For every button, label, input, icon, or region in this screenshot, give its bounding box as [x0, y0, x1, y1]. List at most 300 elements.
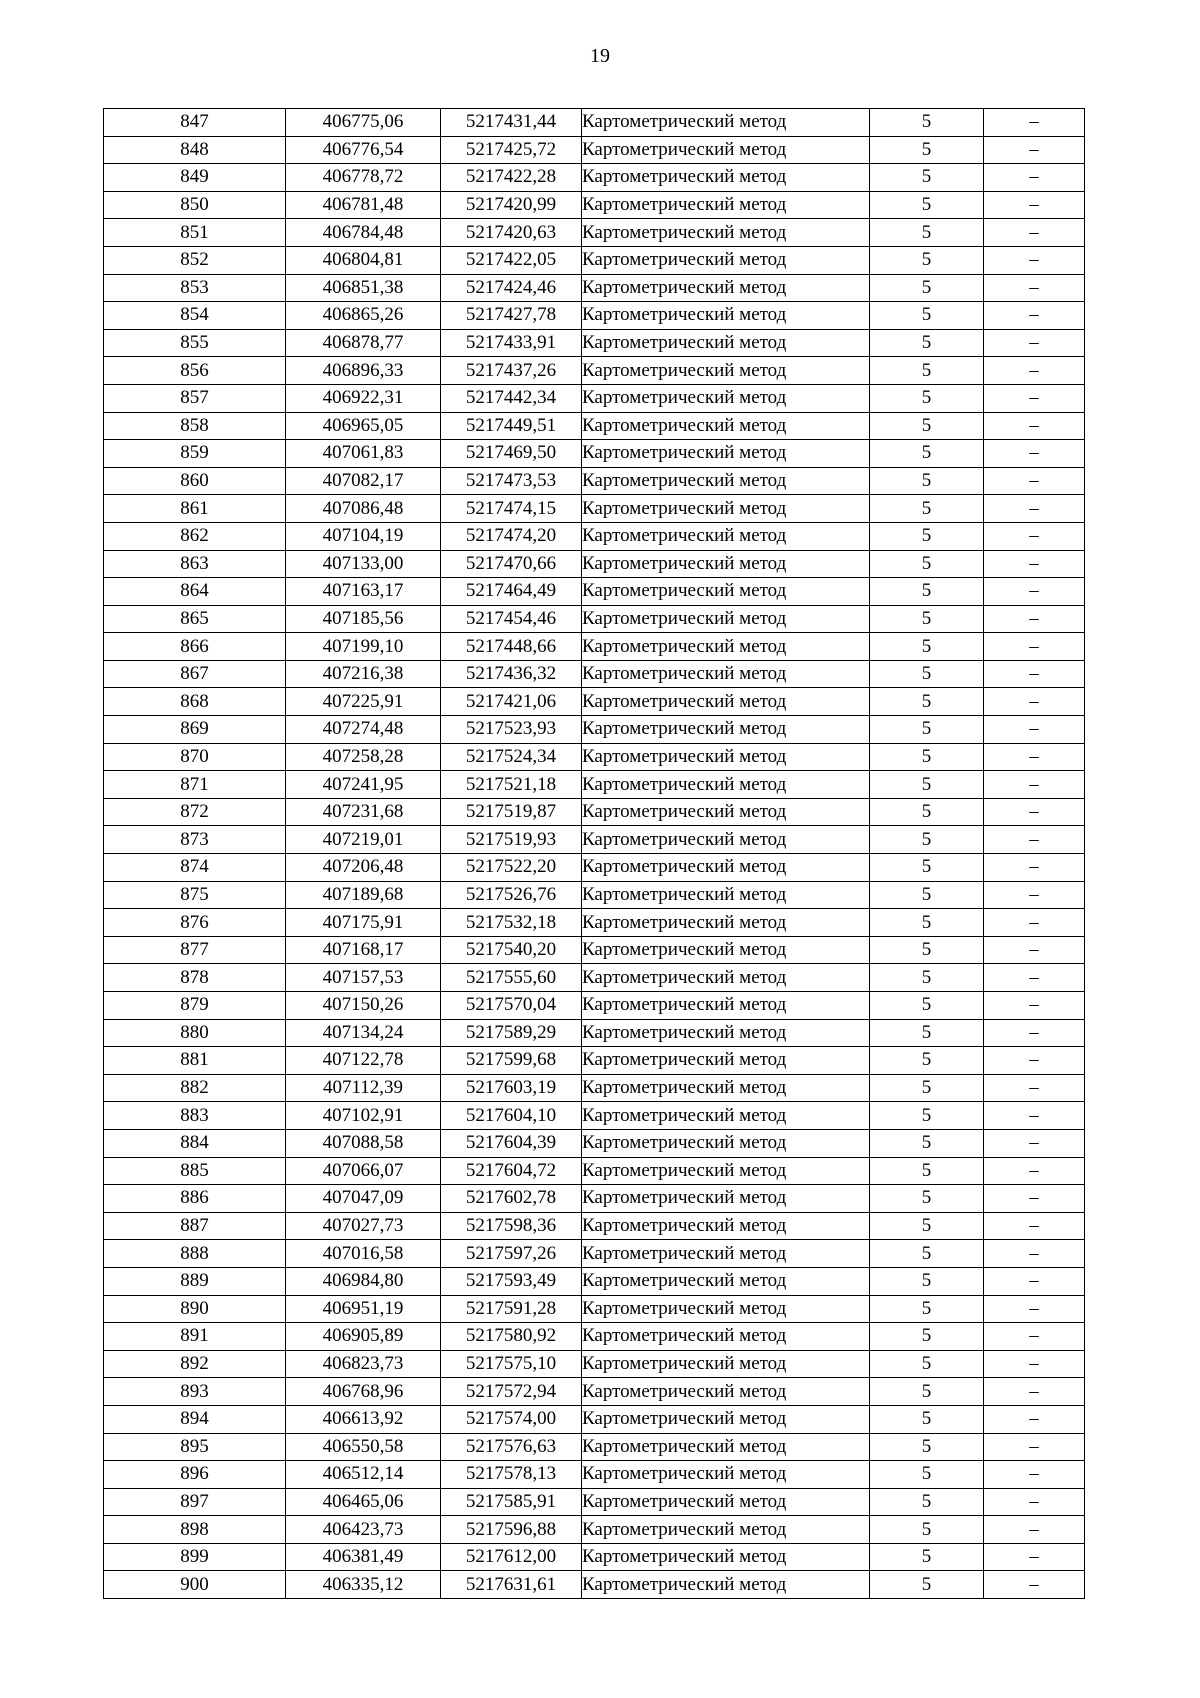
- x-coordinate-cell: 407082,17: [286, 467, 441, 495]
- point-number-cell: 860: [104, 467, 286, 495]
- point-number-cell: 855: [104, 329, 286, 357]
- point-number-cell: 853: [104, 274, 286, 302]
- point-number-cell: 899: [104, 1543, 286, 1571]
- note-cell: –: [984, 716, 1085, 744]
- y-coordinate-cell: 5217603,19: [441, 1074, 582, 1102]
- x-coordinate-cell: 407219,01: [286, 826, 441, 854]
- point-number-cell: 891: [104, 1323, 286, 1351]
- table-row: [104, 854, 1085, 882]
- precision-cell: 5: [870, 854, 984, 882]
- x-coordinate-cell: 406465,06: [286, 1488, 441, 1516]
- precision-cell: 5: [870, 771, 984, 799]
- note-cell: –: [984, 1571, 1085, 1599]
- point-number-cell: 873: [104, 826, 286, 854]
- point-number-cell: 878: [104, 964, 286, 992]
- method-cell: Картометрический метод: [582, 826, 870, 854]
- note-cell: –: [984, 1350, 1085, 1378]
- method-cell: Картометрический метод: [582, 440, 870, 468]
- note-cell: –: [984, 1185, 1085, 1213]
- method-cell: Картометрический метод: [582, 1405, 870, 1433]
- y-coordinate-cell: 5217427,78: [441, 302, 582, 330]
- table-row: [104, 716, 1085, 744]
- point-number-cell: 897: [104, 1488, 286, 1516]
- y-coordinate-cell: 5217526,76: [441, 881, 582, 909]
- point-number-cell: 869: [104, 716, 286, 744]
- note-cell: –: [984, 302, 1085, 330]
- note-cell: –: [984, 274, 1085, 302]
- x-coordinate-cell: 407157,53: [286, 964, 441, 992]
- precision-cell: 5: [870, 1185, 984, 1213]
- x-coordinate-cell: 407163,17: [286, 578, 441, 606]
- y-coordinate-cell: 5217580,92: [441, 1323, 582, 1351]
- precision-cell: 5: [870, 826, 984, 854]
- table-row: [104, 633, 1085, 661]
- y-coordinate-cell: 5217420,63: [441, 219, 582, 247]
- y-coordinate-cell: 5217532,18: [441, 909, 582, 937]
- point-number-cell: 885: [104, 1157, 286, 1185]
- note-cell: –: [984, 357, 1085, 385]
- precision-cell: 5: [870, 1488, 984, 1516]
- point-number-cell: 866: [104, 633, 286, 661]
- method-cell: Картометрический метод: [582, 1185, 870, 1213]
- table-row: [104, 412, 1085, 440]
- y-coordinate-cell: 5217540,20: [441, 936, 582, 964]
- table-row: [104, 964, 1085, 992]
- x-coordinate-cell: 407175,91: [286, 909, 441, 937]
- x-coordinate-cell: 407231,68: [286, 798, 441, 826]
- table-row: [104, 1405, 1085, 1433]
- method-cell: Картометрический метод: [582, 1295, 870, 1323]
- table-row: [104, 771, 1085, 799]
- x-coordinate-cell: 407225,91: [286, 688, 441, 716]
- y-coordinate-cell: 5217555,60: [441, 964, 582, 992]
- note-cell: –: [984, 467, 1085, 495]
- point-number-cell: 892: [104, 1350, 286, 1378]
- table-row: [104, 1295, 1085, 1323]
- x-coordinate-cell: 406878,77: [286, 329, 441, 357]
- method-cell: Картометрический метод: [582, 191, 870, 219]
- point-number-cell: 890: [104, 1295, 286, 1323]
- table-row: [104, 1074, 1085, 1102]
- point-number-cell: 872: [104, 798, 286, 826]
- table-row: [104, 743, 1085, 771]
- table-row: [104, 578, 1085, 606]
- precision-cell: 5: [870, 191, 984, 219]
- note-cell: –: [984, 660, 1085, 688]
- method-cell: Картометрический метод: [582, 1102, 870, 1130]
- point-number-cell: 876: [104, 909, 286, 937]
- y-coordinate-cell: 5217523,93: [441, 716, 582, 744]
- precision-cell: 5: [870, 1571, 984, 1599]
- table-row: [104, 1157, 1085, 1185]
- precision-cell: 5: [870, 1267, 984, 1295]
- method-cell: Картометрический метод: [582, 246, 870, 274]
- x-coordinate-cell: 407258,28: [286, 743, 441, 771]
- method-cell: Картометрический метод: [582, 136, 870, 164]
- x-coordinate-cell: 407216,38: [286, 660, 441, 688]
- method-cell: Картометрический метод: [582, 854, 870, 882]
- x-coordinate-cell: 406613,92: [286, 1405, 441, 1433]
- x-coordinate-cell: 407061,83: [286, 440, 441, 468]
- x-coordinate-cell: 407102,91: [286, 1102, 441, 1130]
- note-cell: –: [984, 136, 1085, 164]
- note-cell: –: [984, 1378, 1085, 1406]
- method-cell: Картометрический метод: [582, 798, 870, 826]
- note-cell: –: [984, 1157, 1085, 1185]
- table-row: [104, 302, 1085, 330]
- point-number-cell: 870: [104, 743, 286, 771]
- method-cell: Картометрический метод: [582, 771, 870, 799]
- y-coordinate-cell: 5217570,04: [441, 992, 582, 1020]
- table-row: [104, 1212, 1085, 1240]
- table-row: [104, 1378, 1085, 1406]
- table-row: [104, 522, 1085, 550]
- table-row: [104, 909, 1085, 937]
- table-row: [104, 1488, 1085, 1516]
- x-coordinate-cell: 407088,58: [286, 1129, 441, 1157]
- precision-cell: 5: [870, 578, 984, 606]
- precision-cell: 5: [870, 1074, 984, 1102]
- x-coordinate-cell: 407104,19: [286, 522, 441, 550]
- point-number-cell: 850: [104, 191, 286, 219]
- note-cell: –: [984, 522, 1085, 550]
- page-number: 19: [590, 45, 610, 67]
- method-cell: Картометрический метод: [582, 1074, 870, 1102]
- table-row: [104, 1047, 1085, 1075]
- note-cell: –: [984, 384, 1085, 412]
- precision-cell: 5: [870, 1378, 984, 1406]
- table-row: [104, 109, 1085, 137]
- x-coordinate-cell: 407199,10: [286, 633, 441, 661]
- y-coordinate-cell: 5217454,46: [441, 605, 582, 633]
- note-cell: –: [984, 246, 1085, 274]
- table-row: [104, 688, 1085, 716]
- y-coordinate-cell: 5217576,63: [441, 1433, 582, 1461]
- x-coordinate-cell: 406851,38: [286, 274, 441, 302]
- method-cell: Картометрический метод: [582, 274, 870, 302]
- point-number-cell: 900: [104, 1571, 286, 1599]
- precision-cell: 5: [870, 1405, 984, 1433]
- x-coordinate-cell: 407189,68: [286, 881, 441, 909]
- note-cell: –: [984, 1433, 1085, 1461]
- y-coordinate-cell: 5217425,72: [441, 136, 582, 164]
- x-coordinate-cell: 407086,48: [286, 495, 441, 523]
- note-cell: –: [984, 495, 1085, 523]
- precision-cell: 5: [870, 109, 984, 137]
- precision-cell: 5: [870, 936, 984, 964]
- table-row: [104, 826, 1085, 854]
- precision-cell: 5: [870, 246, 984, 274]
- precision-cell: 5: [870, 716, 984, 744]
- note-cell: –: [984, 1516, 1085, 1544]
- note-cell: –: [984, 440, 1085, 468]
- table-body: [104, 109, 1085, 1599]
- method-cell: Картометрический метод: [582, 660, 870, 688]
- point-number-cell: 894: [104, 1405, 286, 1433]
- precision-cell: 5: [870, 1019, 984, 1047]
- x-coordinate-cell: 406778,72: [286, 164, 441, 192]
- y-coordinate-cell: 5217422,05: [441, 246, 582, 274]
- x-coordinate-cell: 407241,95: [286, 771, 441, 799]
- y-coordinate-cell: 5217470,66: [441, 550, 582, 578]
- point-number-cell: 879: [104, 992, 286, 1020]
- table-row: [104, 881, 1085, 909]
- precision-cell: 5: [870, 1212, 984, 1240]
- table-row: [104, 191, 1085, 219]
- note-cell: –: [984, 964, 1085, 992]
- x-coordinate-cell: 407027,73: [286, 1212, 441, 1240]
- point-number-cell: 881: [104, 1047, 286, 1075]
- method-cell: Картометрический метод: [582, 1516, 870, 1544]
- note-cell: –: [984, 1405, 1085, 1433]
- point-number-cell: 847: [104, 109, 286, 137]
- precision-cell: 5: [870, 1157, 984, 1185]
- table-row: [104, 1019, 1085, 1047]
- precision-cell: 5: [870, 1102, 984, 1130]
- y-coordinate-cell: 5217469,50: [441, 440, 582, 468]
- table-row: [104, 1350, 1085, 1378]
- y-coordinate-cell: 5217421,06: [441, 688, 582, 716]
- note-cell: –: [984, 992, 1085, 1020]
- table-row: [104, 1267, 1085, 1295]
- method-cell: Картометрический метод: [582, 329, 870, 357]
- note-cell: –: [984, 798, 1085, 826]
- note-cell: –: [984, 1488, 1085, 1516]
- note-cell: –: [984, 1267, 1085, 1295]
- note-cell: –: [984, 1295, 1085, 1323]
- x-coordinate-cell: 407274,48: [286, 716, 441, 744]
- note-cell: –: [984, 605, 1085, 633]
- y-coordinate-cell: 5217521,18: [441, 771, 582, 799]
- note-cell: –: [984, 191, 1085, 219]
- table-row: [104, 164, 1085, 192]
- note-cell: –: [984, 578, 1085, 606]
- x-coordinate-cell: 406922,31: [286, 384, 441, 412]
- y-coordinate-cell: 5217612,00: [441, 1543, 582, 1571]
- precision-cell: 5: [870, 412, 984, 440]
- precision-cell: 5: [870, 1240, 984, 1268]
- table-row: [104, 219, 1085, 247]
- y-coordinate-cell: 5217596,88: [441, 1516, 582, 1544]
- method-cell: Картометрический метод: [582, 302, 870, 330]
- method-cell: Картометрический метод: [582, 743, 870, 771]
- x-coordinate-cell: 406776,54: [286, 136, 441, 164]
- y-coordinate-cell: 5217474,15: [441, 495, 582, 523]
- point-number-cell: 862: [104, 522, 286, 550]
- method-cell: Картометрический метод: [582, 1129, 870, 1157]
- precision-cell: 5: [870, 329, 984, 357]
- note-cell: –: [984, 688, 1085, 716]
- y-coordinate-cell: 5217599,68: [441, 1047, 582, 1075]
- point-number-cell: 882: [104, 1074, 286, 1102]
- point-number-cell: 854: [104, 302, 286, 330]
- precision-cell: 5: [870, 660, 984, 688]
- method-cell: Картометрический метод: [582, 1543, 870, 1571]
- x-coordinate-cell: 406896,33: [286, 357, 441, 385]
- precision-cell: 5: [870, 522, 984, 550]
- y-coordinate-cell: 5217448,66: [441, 633, 582, 661]
- point-number-cell: 883: [104, 1102, 286, 1130]
- note-cell: –: [984, 550, 1085, 578]
- method-cell: Картометрический метод: [582, 1571, 870, 1599]
- method-cell: Картометрический метод: [582, 522, 870, 550]
- y-coordinate-cell: 5217424,46: [441, 274, 582, 302]
- y-coordinate-cell: 5217598,36: [441, 1212, 582, 1240]
- note-cell: –: [984, 329, 1085, 357]
- x-coordinate-cell: 406550,58: [286, 1433, 441, 1461]
- y-coordinate-cell: 5217420,99: [441, 191, 582, 219]
- table-row: [104, 495, 1085, 523]
- table-row: [104, 467, 1085, 495]
- precision-cell: 5: [870, 1323, 984, 1351]
- table-row: [104, 440, 1085, 468]
- method-cell: Картометрический метод: [582, 1378, 870, 1406]
- note-cell: –: [984, 633, 1085, 661]
- table-row: [104, 1102, 1085, 1130]
- note-cell: –: [984, 109, 1085, 137]
- precision-cell: 5: [870, 440, 984, 468]
- x-coordinate-cell: 406512,14: [286, 1461, 441, 1489]
- point-number-cell: 888: [104, 1240, 286, 1268]
- method-cell: Картометрический метод: [582, 384, 870, 412]
- note-cell: –: [984, 1102, 1085, 1130]
- precision-cell: 5: [870, 605, 984, 633]
- note-cell: –: [984, 219, 1085, 247]
- note-cell: –: [984, 1461, 1085, 1489]
- x-coordinate-cell: 407016,58: [286, 1240, 441, 1268]
- point-number-cell: 867: [104, 660, 286, 688]
- x-coordinate-cell: 406775,06: [286, 109, 441, 137]
- precision-cell: 5: [870, 1516, 984, 1544]
- precision-cell: 5: [870, 467, 984, 495]
- y-coordinate-cell: 5217431,44: [441, 109, 582, 137]
- method-cell: Картометрический метод: [582, 909, 870, 937]
- x-coordinate-cell: 406381,49: [286, 1543, 441, 1571]
- point-number-cell: 886: [104, 1185, 286, 1213]
- method-cell: Картометрический метод: [582, 578, 870, 606]
- x-coordinate-cell: 406865,26: [286, 302, 441, 330]
- x-coordinate-cell: 407150,26: [286, 992, 441, 1020]
- table-row: [104, 660, 1085, 688]
- y-coordinate-cell: 5217631,61: [441, 1571, 582, 1599]
- point-number-cell: 851: [104, 219, 286, 247]
- point-number-cell: 859: [104, 440, 286, 468]
- point-number-cell: 865: [104, 605, 286, 633]
- table-row: [104, 798, 1085, 826]
- coordinates-table: [103, 108, 1085, 1599]
- precision-cell: 5: [870, 274, 984, 302]
- point-number-cell: 884: [104, 1129, 286, 1157]
- precision-cell: 5: [870, 743, 984, 771]
- note-cell: –: [984, 1240, 1085, 1268]
- method-cell: Картометрический метод: [582, 219, 870, 247]
- point-number-cell: 887: [104, 1212, 286, 1240]
- table-row: [104, 1543, 1085, 1571]
- y-coordinate-cell: 5217585,91: [441, 1488, 582, 1516]
- precision-cell: 5: [870, 357, 984, 385]
- precision-cell: 5: [870, 633, 984, 661]
- method-cell: Картометрический метод: [582, 467, 870, 495]
- precision-cell: 5: [870, 688, 984, 716]
- method-cell: Картометрический метод: [582, 1323, 870, 1351]
- table-row: [104, 329, 1085, 357]
- y-coordinate-cell: 5217433,91: [441, 329, 582, 357]
- method-cell: Картометрический метод: [582, 1047, 870, 1075]
- precision-cell: 5: [870, 164, 984, 192]
- method-cell: Картометрический метод: [582, 688, 870, 716]
- point-number-cell: 893: [104, 1378, 286, 1406]
- method-cell: Картометрический метод: [582, 716, 870, 744]
- note-cell: –: [984, 936, 1085, 964]
- note-cell: –: [984, 743, 1085, 771]
- x-coordinate-cell: 406781,48: [286, 191, 441, 219]
- x-coordinate-cell: 407168,17: [286, 936, 441, 964]
- note-cell: –: [984, 854, 1085, 882]
- precision-cell: 5: [870, 1047, 984, 1075]
- y-coordinate-cell: 5217473,53: [441, 467, 582, 495]
- y-coordinate-cell: 5217604,72: [441, 1157, 582, 1185]
- point-number-cell: 861: [104, 495, 286, 523]
- method-cell: Картометрический метод: [582, 357, 870, 385]
- method-cell: Картометрический метод: [582, 1157, 870, 1185]
- point-number-cell: 880: [104, 1019, 286, 1047]
- precision-cell: 5: [870, 302, 984, 330]
- x-coordinate-cell: 406823,73: [286, 1350, 441, 1378]
- y-coordinate-cell: 5217449,51: [441, 412, 582, 440]
- point-number-cell: 858: [104, 412, 286, 440]
- method-cell: Картометрический метод: [582, 633, 870, 661]
- precision-cell: 5: [870, 1295, 984, 1323]
- note-cell: –: [984, 412, 1085, 440]
- precision-cell: 5: [870, 136, 984, 164]
- method-cell: Картометрический метод: [582, 605, 870, 633]
- point-number-cell: 852: [104, 246, 286, 274]
- table-row: [104, 357, 1085, 385]
- table-row: [104, 1516, 1085, 1544]
- y-coordinate-cell: 5217604,39: [441, 1129, 582, 1157]
- method-cell: Картометрический метод: [582, 412, 870, 440]
- y-coordinate-cell: 5217519,93: [441, 826, 582, 854]
- point-number-cell: 864: [104, 578, 286, 606]
- x-coordinate-cell: 407066,07: [286, 1157, 441, 1185]
- point-number-cell: 877: [104, 936, 286, 964]
- method-cell: Картометрический метод: [582, 964, 870, 992]
- method-cell: Картометрический метод: [582, 1433, 870, 1461]
- table-row: [104, 605, 1085, 633]
- precision-cell: 5: [870, 1433, 984, 1461]
- y-coordinate-cell: 5217604,10: [441, 1102, 582, 1130]
- note-cell: –: [984, 909, 1085, 937]
- y-coordinate-cell: 5217575,10: [441, 1350, 582, 1378]
- note-cell: –: [984, 771, 1085, 799]
- x-coordinate-cell: 406335,12: [286, 1571, 441, 1599]
- point-number-cell: 898: [104, 1516, 286, 1544]
- table-row: [104, 550, 1085, 578]
- method-cell: Картометрический метод: [582, 109, 870, 137]
- y-coordinate-cell: 5217436,32: [441, 660, 582, 688]
- y-coordinate-cell: 5217593,49: [441, 1267, 582, 1295]
- point-number-cell: 868: [104, 688, 286, 716]
- table-row: [104, 936, 1085, 964]
- note-cell: –: [984, 164, 1085, 192]
- method-cell: Картометрический метод: [582, 936, 870, 964]
- method-cell: Картометрический метод: [582, 550, 870, 578]
- point-number-cell: 863: [104, 550, 286, 578]
- precision-cell: 5: [870, 798, 984, 826]
- x-coordinate-cell: 406804,81: [286, 246, 441, 274]
- x-coordinate-cell: 407134,24: [286, 1019, 441, 1047]
- table-row: [104, 274, 1085, 302]
